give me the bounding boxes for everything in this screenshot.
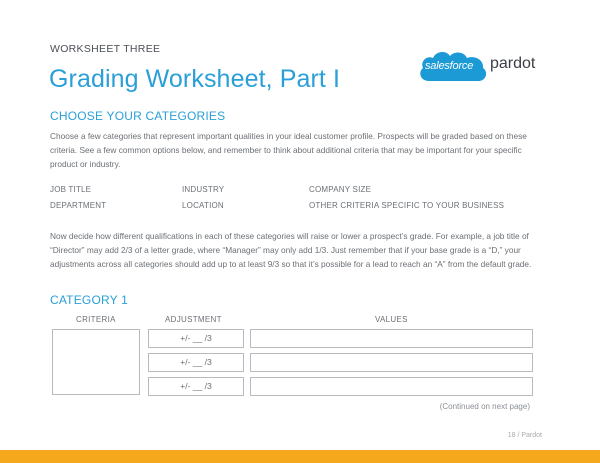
column-header-criteria: CRITERIA — [76, 315, 116, 324]
option-other-criteria: OTHER CRITERIA SPECIFIC TO YOUR BUSINESS — [309, 201, 505, 210]
salesforce-pardot-logo — [417, 47, 537, 87]
footer-bar — [0, 450, 600, 463]
grading-explanation: Now decide how different qualifications in each of these categories will raise or lower a prospect’s grade. For example, a job title of “Director” may add 2/3 of a letter grade, where “Manager” may only add 1/3. Just remember that if your base grade is a “D,” your adjustments across all categories should add up to at least 9/3 so that it’s possible for a lead to reach an “A” from the default grade. — [50, 231, 532, 269]
values-field-2[interactable] — [250, 353, 533, 372]
option-company-size: COMPANY SIZE — [309, 185, 372, 194]
adjustment-field-3[interactable]: +/- __ /3 — [148, 377, 244, 396]
criteria-field[interactable] — [52, 329, 140, 395]
option-job-title: JOB TITLE — [50, 185, 92, 194]
option-industry: INDUSTRY — [182, 185, 225, 194]
option-location: LOCATION — [182, 201, 224, 210]
logo-product-text: pardot — [490, 55, 536, 72]
column-header-adjustment: ADJUSTMENT — [165, 315, 222, 324]
adjustment-field-1[interactable]: +/- __ /3 — [148, 329, 244, 348]
option-department: DEPARTMENT — [50, 201, 107, 210]
adjustment-field-2[interactable]: +/- __ /3 — [148, 353, 244, 372]
section-heading-categories: CHOOSE YOUR CATEGORIES — [50, 109, 226, 123]
page-title: Grading Worksheet, Part I — [49, 65, 341, 93]
column-header-values: VALUES — [375, 315, 408, 324]
worksheet-eyebrow: WORKSHEET THREE — [50, 43, 161, 55]
logo-cloud-text: salesforce — [425, 60, 474, 72]
page-number: 18 / Pardot — [507, 432, 542, 439]
continued-note: (Continued on next page) — [439, 402, 530, 411]
values-field-1[interactable] — [250, 329, 533, 348]
section-heading-category-1: CATEGORY 1 — [50, 293, 129, 307]
categories-intro: Choose a few categories that represent important qualities in your ideal customer profile. Prospects will be graded based on these criteria. See a few common options below, and remember to think about additional criteria that may be important for your specific product or industry. — [50, 131, 527, 169]
values-field-3[interactable] — [250, 377, 533, 396]
